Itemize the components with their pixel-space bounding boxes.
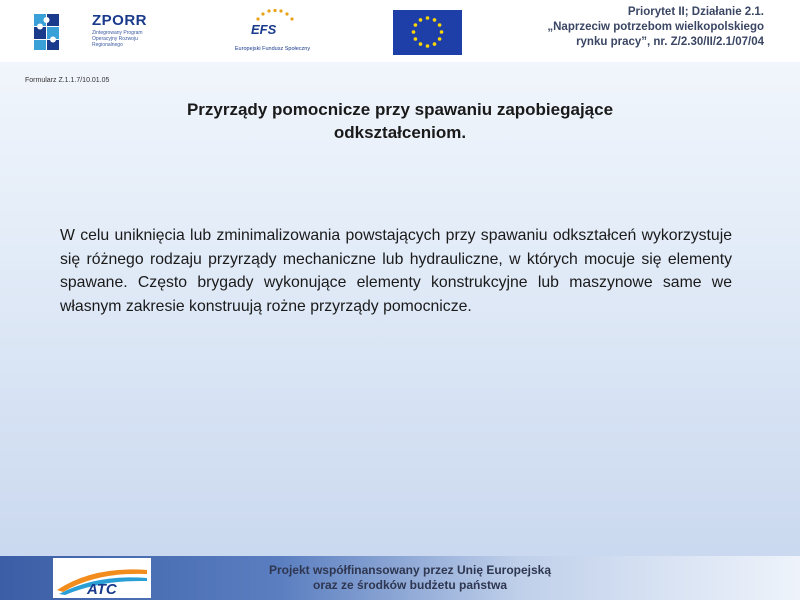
footer-bar <box>0 556 800 600</box>
eu-flag <box>393 10 462 55</box>
body-paragraph: W celu uniknięcia lub zminimalizowania powstających przy spawaniu odkształceń wykorzystuje się różnego rodzaju przyrządy mechaniczne lub hydrauliczne, w których mocuje się elementy spawane. Często brygady wykonujące elementy konstrukcyjne lub maszynowe same we własnym zakresie konstruują rożne przyrządy pomocnicze. <box>60 227 732 315</box>
priority-line-2: „Naprzeciw potrzebom wielkopolskiego <box>547 21 764 33</box>
footer-line-2: oraz ze środków budżetu państwa <box>312 578 508 592</box>
priority-line-3: rynku pracy”, nr. Z/2.30/II/2.1/07/04 <box>576 36 764 48</box>
atc-logo-text: ATC <box>87 581 117 598</box>
efs-name: EFS <box>251 22 277 37</box>
form-number: Formularz Z.1.1.7/10.01.05 <box>25 77 110 84</box>
eu-stars-icon <box>393 10 462 55</box>
slide-title <box>60 98 740 144</box>
efs-caption: Europejski Fundusz Społeczny <box>234 46 311 52</box>
slide-title-line-2: odkształceniom. <box>333 123 467 142</box>
puzzle-icon <box>32 10 62 54</box>
atc-logo-icon <box>53 558 151 598</box>
zporr-logo <box>32 10 162 58</box>
efs-logo <box>225 8 320 60</box>
footer-text <box>200 563 620 593</box>
priority-line-1: Priorytet II; Działanie 2.1. <box>627 6 764 18</box>
header-bar <box>0 0 800 62</box>
priority-info <box>504 5 764 50</box>
atc-logo <box>53 558 151 598</box>
slide-title-line-1: Przyrządy pomocnicze przy spawaniu zapobiegające <box>186 100 614 119</box>
zporr-subtitle: Zintegrowany Program Operacyjny Rozwoju Regionalnego <box>92 30 143 48</box>
zporr-title: ZPORR <box>92 12 147 29</box>
footer-line-1: Projekt współfinansowany przez Unię Europejską <box>268 563 552 577</box>
